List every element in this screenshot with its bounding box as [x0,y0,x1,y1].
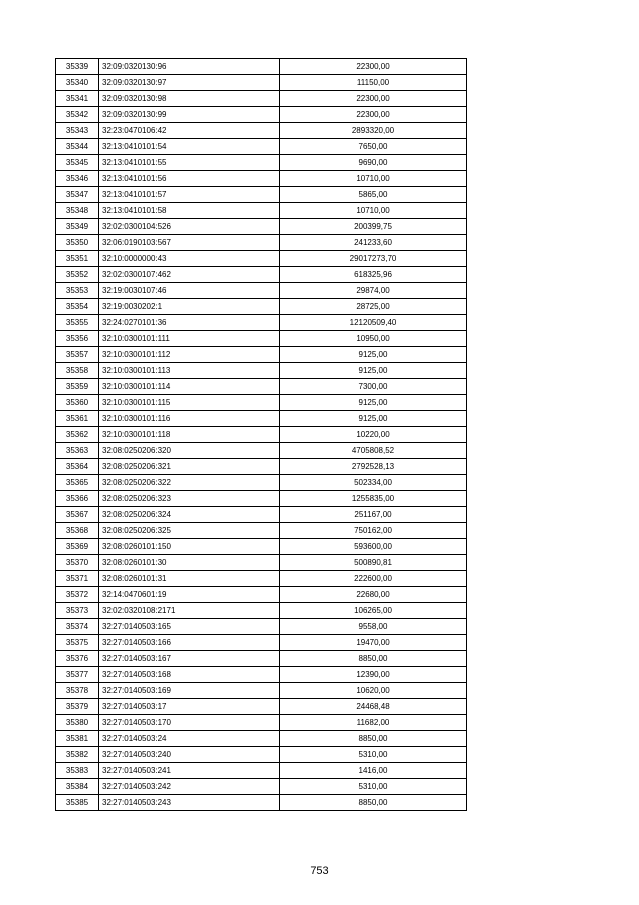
table-row [56,763,467,779]
table-row [56,507,467,523]
cadastral-value-cell: 2893320,00 [280,123,467,139]
cadastral-value-cell: 10950,00 [280,331,467,347]
cadastral-number-cell: 32:10:0000000:43 [99,251,280,267]
row-number-cell: 35384 [56,779,99,795]
table-row [56,379,467,395]
table-row [56,203,467,219]
table-row [56,91,467,107]
table-row [56,491,467,507]
cadastral-number-cell: 32:27:0140503:242 [99,779,280,795]
row-number-cell: 35362 [56,427,99,443]
cadastral-value-cell: 11682,00 [280,715,467,731]
table-row [56,683,467,699]
table-row [56,139,467,155]
cadastral-value-cell: 502334,00 [280,475,467,491]
row-number-cell: 35344 [56,139,99,155]
cadastral-value-cell: 8850,00 [280,731,467,747]
cadastral-value-cell: 29874,00 [280,283,467,299]
row-number-cell: 35383 [56,763,99,779]
cadastral-value-cell: 10710,00 [280,203,467,219]
table-row [56,59,467,75]
cadastral-value-cell: 7650,00 [280,139,467,155]
row-number-cell: 35351 [56,251,99,267]
table-row [56,603,467,619]
row-number-cell: 35368 [56,523,99,539]
table-body [56,59,467,811]
cadastral-value-cell: 9125,00 [280,363,467,379]
cadastral-number-cell: 32:19:0030202:1 [99,299,280,315]
table-row [56,475,467,491]
cadastral-number-cell: 32:27:0140503:17 [99,699,280,715]
table-row [56,187,467,203]
cadastral-value-cell: 106265,00 [280,603,467,619]
cadastral-value-cell: 4705808,52 [280,443,467,459]
table-row [56,635,467,651]
row-number-cell: 35358 [56,363,99,379]
cadastral-number-cell: 32:27:0140503:243 [99,795,280,811]
row-number-cell: 35349 [56,219,99,235]
cadastral-value-cell: 222600,00 [280,571,467,587]
row-number-cell: 35380 [56,715,99,731]
row-number-cell: 35371 [56,571,99,587]
cadastral-value-cell: 251167,00 [280,507,467,523]
row-number-cell: 35341 [56,91,99,107]
cadastral-number-cell: 32:13:0410101:57 [99,187,280,203]
row-number-cell: 35379 [56,699,99,715]
table-row [56,107,467,123]
table-row [56,315,467,331]
table-row [56,235,467,251]
row-number-cell: 35367 [56,507,99,523]
cadastral-number-cell: 32:13:0410101:58 [99,203,280,219]
cadastral-number-cell: 32:27:0140503:241 [99,763,280,779]
cadastral-number-cell: 32:13:0410101:55 [99,155,280,171]
row-number-cell: 35356 [56,331,99,347]
cadastral-value-cell: 9125,00 [280,395,467,411]
row-number-cell: 35357 [56,347,99,363]
table-row [56,123,467,139]
cadastral-value-cell: 5310,00 [280,747,467,763]
table-row [56,651,467,667]
cadastral-number-cell: 32:08:0250206:320 [99,443,280,459]
cadastral-value-table [55,58,467,811]
cadastral-number-cell: 32:27:0140503:165 [99,619,280,635]
cadastral-value-cell: 22300,00 [280,107,467,123]
row-number-cell: 35353 [56,283,99,299]
cadastral-number-cell: 32:08:0260101:150 [99,539,280,555]
cadastral-number-cell: 32:10:0300101:111 [99,331,280,347]
cadastral-value-cell: 1416,00 [280,763,467,779]
cadastral-number-cell: 32:02:0320108:2171 [99,603,280,619]
cadastral-value-cell: 9558,00 [280,619,467,635]
table-row [56,459,467,475]
cadastral-value-cell: 241233,60 [280,235,467,251]
cadastral-value-cell: 22680,00 [280,587,467,603]
cadastral-value-cell: 22300,00 [280,59,467,75]
cadastral-value-cell: 9690,00 [280,155,467,171]
table-row [56,715,467,731]
cadastral-number-cell: 32:10:0300101:118 [99,427,280,443]
page-number: 753 [310,865,329,877]
cadastral-value-cell: 10710,00 [280,171,467,187]
row-number-cell: 35361 [56,411,99,427]
row-number-cell: 35355 [56,315,99,331]
cadastral-number-cell: 32:24:0270101:36 [99,315,280,331]
cadastral-number-cell: 32:09:0320130:96 [99,59,280,75]
cadastral-number-cell: 32:27:0140503:170 [99,715,280,731]
row-number-cell: 35350 [56,235,99,251]
table-row [56,523,467,539]
cadastral-value-cell: 29017273,70 [280,251,467,267]
row-number-cell: 35373 [56,603,99,619]
row-number-cell: 35359 [56,379,99,395]
cadastral-number-cell: 32:27:0140503:169 [99,683,280,699]
row-number-cell: 35346 [56,171,99,187]
cadastral-number-cell: 32:13:0410101:56 [99,171,280,187]
row-number-cell: 35366 [56,491,99,507]
row-number-cell: 35370 [56,555,99,571]
cadastral-value-cell: 750162,00 [280,523,467,539]
row-number-cell: 35342 [56,107,99,123]
cadastral-number-cell: 32:19:0030107:46 [99,283,280,299]
row-number-cell: 35365 [56,475,99,491]
cadastral-value-cell: 618325,96 [280,267,467,283]
table-row [56,731,467,747]
row-number-cell: 35343 [56,123,99,139]
cadastral-number-cell: 32:06:0190103:567 [99,235,280,251]
table-row [56,267,467,283]
table-row [56,363,467,379]
table-row [56,747,467,763]
cadastral-number-cell: 32:10:0300101:114 [99,379,280,395]
cadastral-value-cell: 9125,00 [280,347,467,363]
cadastral-number-cell: 32:27:0140503:168 [99,667,280,683]
cadastral-number-cell: 32:13:0410101:54 [99,139,280,155]
cadastral-number-cell: 32:08:0260101:31 [99,571,280,587]
table-row [56,331,467,347]
cadastral-number-cell: 32:23:0470106:42 [99,123,280,139]
row-number-cell: 35364 [56,459,99,475]
cadastral-number-cell: 32:14:0470601:19 [99,587,280,603]
cadastral-value-cell: 11150,00 [280,75,467,91]
cadastral-value-cell: 9125,00 [280,411,467,427]
table-row [56,251,467,267]
cadastral-number-cell: 32:10:0300101:116 [99,411,280,427]
cadastral-value-cell: 10620,00 [280,683,467,699]
cadastral-number-cell: 32:08:0250206:323 [99,491,280,507]
row-number-cell: 35375 [56,635,99,651]
cadastral-value-cell: 22300,00 [280,91,467,107]
cadastral-value-cell: 8850,00 [280,651,467,667]
row-number-cell: 35339 [56,59,99,75]
cadastral-value-cell: 7300,00 [280,379,467,395]
row-number-cell: 35360 [56,395,99,411]
table-row [56,75,467,91]
table-row [56,795,467,811]
cadastral-number-cell: 32:08:0250206:324 [99,507,280,523]
cadastral-number-cell: 32:02:0300107:462 [99,267,280,283]
cadastral-value-cell: 500890,81 [280,555,467,571]
row-number-cell: 35376 [56,651,99,667]
cadastral-number-cell: 32:02:0300104:526 [99,219,280,235]
table-row [56,171,467,187]
cadastral-number-cell: 32:08:0250206:322 [99,475,280,491]
cadastral-value-cell: 2792528,13 [280,459,467,475]
table-row [56,779,467,795]
row-number-cell: 35348 [56,203,99,219]
cadastral-number-cell: 32:10:0300101:113 [99,363,280,379]
table-row [56,427,467,443]
row-number-cell: 35369 [56,539,99,555]
cadastral-value-cell: 1255835,00 [280,491,467,507]
table-row [56,587,467,603]
table-row [56,411,467,427]
cadastral-value-cell: 12390,00 [280,667,467,683]
row-number-cell: 35352 [56,267,99,283]
cadastral-number-cell: 32:27:0140503:240 [99,747,280,763]
row-number-cell: 35354 [56,299,99,315]
cadastral-value-cell: 19470,00 [280,635,467,651]
row-number-cell: 35340 [56,75,99,91]
cadastral-number-cell: 32:09:0320130:97 [99,75,280,91]
row-number-cell: 35372 [56,587,99,603]
cadastral-value-cell: 593600,00 [280,539,467,555]
table-row [56,619,467,635]
row-number-cell: 35378 [56,683,99,699]
cadastral-number-cell: 32:09:0320130:99 [99,107,280,123]
cadastral-number-cell: 32:10:0300101:115 [99,395,280,411]
cadastral-value-cell: 5310,00 [280,779,467,795]
row-number-cell: 35347 [56,187,99,203]
cadastral-number-cell: 32:08:0250206:321 [99,459,280,475]
table-row [56,667,467,683]
cadastral-number-cell: 32:27:0140503:166 [99,635,280,651]
table-row [56,395,467,411]
table-row [56,555,467,571]
row-number-cell: 35363 [56,443,99,459]
table-row [56,155,467,171]
cadastral-value-cell: 5865,00 [280,187,467,203]
row-number-cell: 35345 [56,155,99,171]
table-row [56,347,467,363]
row-number-cell: 35377 [56,667,99,683]
table-row [56,443,467,459]
row-number-cell: 35381 [56,731,99,747]
cadastral-number-cell: 32:08:0250206:325 [99,523,280,539]
cadastral-number-cell: 32:10:0300101:112 [99,347,280,363]
cadastral-value-cell: 24468,48 [280,699,467,715]
cadastral-number-cell: 32:27:0140503:167 [99,651,280,667]
table-row [56,571,467,587]
table-row [56,299,467,315]
table-row [56,699,467,715]
cadastral-number-cell: 32:09:0320130:98 [99,91,280,107]
table-row [56,219,467,235]
cadastral-value-cell: 200399,75 [280,219,467,235]
row-number-cell: 35385 [56,795,99,811]
cadastral-value-cell: 8850,00 [280,795,467,811]
cadastral-number-cell: 32:27:0140503:24 [99,731,280,747]
cadastral-value-cell: 10220,00 [280,427,467,443]
row-number-cell: 35382 [56,747,99,763]
table-row [56,539,467,555]
table-row [56,283,467,299]
cadastral-value-cell: 28725,00 [280,299,467,315]
cadastral-value-cell: 12120509,40 [280,315,467,331]
row-number-cell: 35374 [56,619,99,635]
cadastral-number-cell: 32:08:0260101:30 [99,555,280,571]
